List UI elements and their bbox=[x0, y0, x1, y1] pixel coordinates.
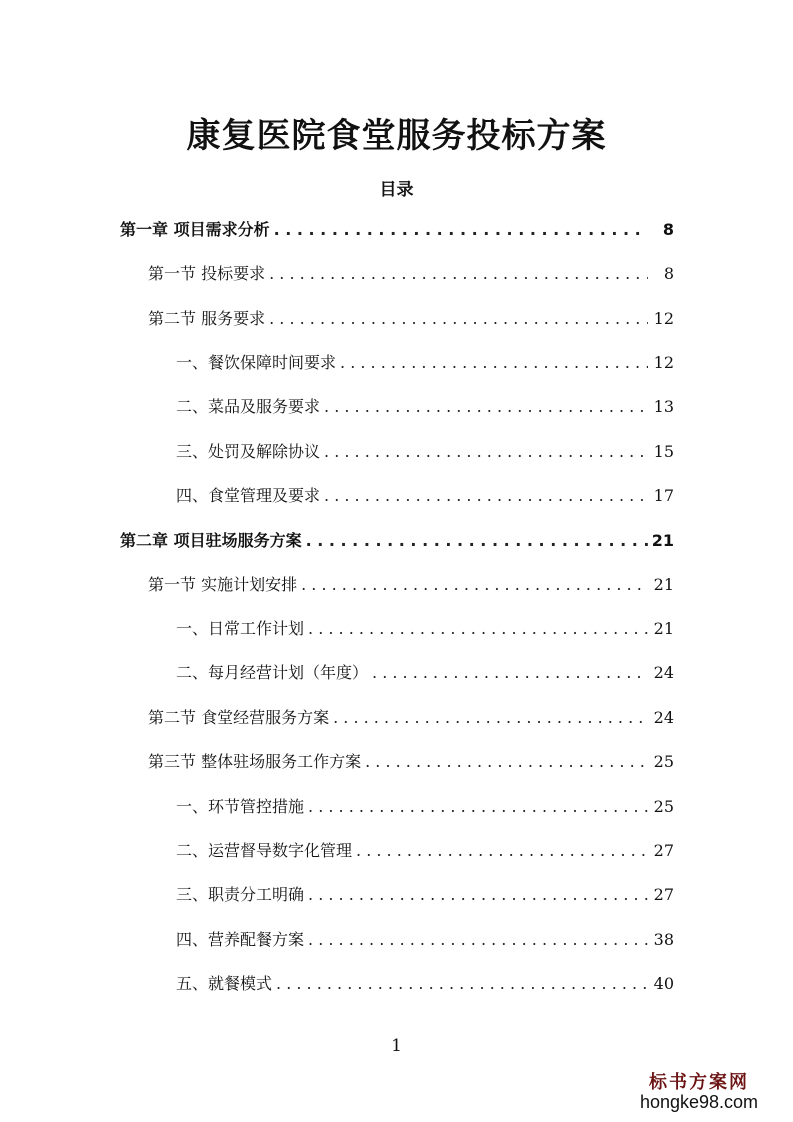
watermark bbox=[619, 1068, 779, 1113]
toc-leader-dots bbox=[372, 661, 648, 685]
toc-entry[interactable] bbox=[176, 839, 674, 863]
toc-entry-text: 二、每月经营计划（年度） bbox=[176, 663, 369, 682]
toc-entry-text: 五、就餐模式 bbox=[176, 974, 273, 993]
toc-entry-page: 38 bbox=[653, 930, 674, 949]
toc-leader-dots bbox=[308, 617, 648, 641]
toc-leader-dots bbox=[308, 928, 648, 952]
toc-entry-text: 一、餐饮保障时间要求 bbox=[176, 353, 337, 372]
toc-entry-page: 21 bbox=[653, 575, 674, 594]
toc-leader-dots bbox=[308, 795, 648, 819]
toc-leader-dots bbox=[301, 573, 648, 597]
document-title: 康复医院食堂服务投标方案 bbox=[186, 116, 607, 156]
toc-entry-text: 一、环节管控措施 bbox=[176, 797, 305, 816]
toc-entry-text: 四、食堂管理及要求 bbox=[176, 486, 321, 505]
toc-entry-page: 27 bbox=[653, 841, 674, 860]
toc-entry-page: 27 bbox=[653, 885, 674, 904]
toc-entry-page: 12 bbox=[653, 309, 674, 328]
toc-entry[interactable] bbox=[176, 661, 674, 685]
toc-entry[interactable] bbox=[176, 440, 674, 464]
watermark-site-name: 标书方案网 bbox=[649, 1072, 749, 1093]
toc-entry-page: 24 bbox=[653, 708, 674, 727]
toc-leader-dots bbox=[269, 307, 648, 331]
toc-entry-text: 第二章 项目驻场服务方案 bbox=[120, 531, 302, 550]
toc-entry-page: 15 bbox=[653, 442, 674, 461]
toc-leader-dots bbox=[274, 218, 648, 242]
toc-entry-text: 四、营养配餐方案 bbox=[176, 930, 305, 949]
toc-entry[interactable] bbox=[148, 750, 674, 774]
toc-heading: 目录 bbox=[379, 180, 414, 200]
toc-entry[interactable] bbox=[176, 795, 674, 819]
toc-leader-dots bbox=[365, 750, 648, 774]
toc-entry-text: 第一节 实施计划安排 bbox=[148, 575, 298, 594]
toc-entry[interactable] bbox=[148, 573, 674, 597]
toc-leader-dots bbox=[340, 351, 648, 375]
toc-leader-dots bbox=[356, 839, 648, 863]
toc-leader-dots bbox=[308, 883, 648, 907]
toc-entry[interactable] bbox=[120, 529, 674, 553]
toc-entry-text: 二、运营督导数字化管理 bbox=[176, 841, 353, 860]
toc-entry[interactable] bbox=[148, 706, 674, 730]
toc-entry-page: 8 bbox=[663, 264, 674, 283]
toc-entry-text: 三、职责分工明确 bbox=[176, 885, 305, 904]
toc-entry[interactable] bbox=[176, 395, 674, 419]
toc-entry[interactable] bbox=[148, 262, 674, 286]
toc-entry[interactable] bbox=[176, 351, 674, 375]
toc-entry-page: 25 bbox=[653, 752, 674, 771]
toc-entry[interactable] bbox=[176, 617, 674, 641]
toc-entry[interactable] bbox=[176, 883, 674, 907]
toc-entry-text: 第一节 投标要求 bbox=[148, 264, 266, 283]
toc-leader-dots bbox=[324, 484, 648, 508]
toc-entry-page: 13 bbox=[653, 397, 674, 416]
toc-leader-dots bbox=[276, 972, 648, 996]
toc-entry-text: 二、菜品及服务要求 bbox=[176, 397, 321, 416]
toc-entry-text: 一、日常工作计划 bbox=[176, 619, 305, 638]
toc-entry-page: 40 bbox=[653, 974, 674, 993]
toc-entry-text: 第二节 食堂经营服务方案 bbox=[148, 708, 330, 727]
toc-entry[interactable] bbox=[176, 928, 674, 952]
toc-entry[interactable] bbox=[120, 218, 674, 242]
toc-leader-dots bbox=[324, 395, 648, 419]
toc-entry-text: 第二节 服务要求 bbox=[148, 309, 266, 328]
toc-entry[interactable] bbox=[148, 307, 674, 331]
toc-entry-page: 21 bbox=[653, 619, 674, 638]
toc-entry-page: 8 bbox=[662, 220, 674, 239]
toc-leader-dots bbox=[324, 440, 648, 464]
toc-entry-page: 21 bbox=[651, 531, 674, 550]
toc-entry-page: 12 bbox=[653, 353, 674, 372]
toc-entry-page: 25 bbox=[653, 797, 674, 816]
toc-entry[interactable] bbox=[176, 484, 674, 508]
toc-leader-dots bbox=[306, 529, 648, 553]
toc-entry-page: 24 bbox=[653, 663, 674, 682]
watermark-url: hongke98.com bbox=[639, 1092, 759, 1112]
toc-leader-dots bbox=[269, 262, 648, 286]
page-number: 1 bbox=[391, 1036, 402, 1056]
toc-entry-text: 三、处罚及解除协议 bbox=[176, 442, 321, 461]
toc-entry-text: 第一章 项目需求分析 bbox=[120, 220, 270, 239]
toc-entry-text: 第三节 整体驻场服务工作方案 bbox=[148, 752, 362, 771]
toc-leader-dots bbox=[333, 706, 648, 730]
toc-entry[interactable] bbox=[176, 972, 674, 996]
toc-entry-page: 17 bbox=[653, 486, 674, 505]
